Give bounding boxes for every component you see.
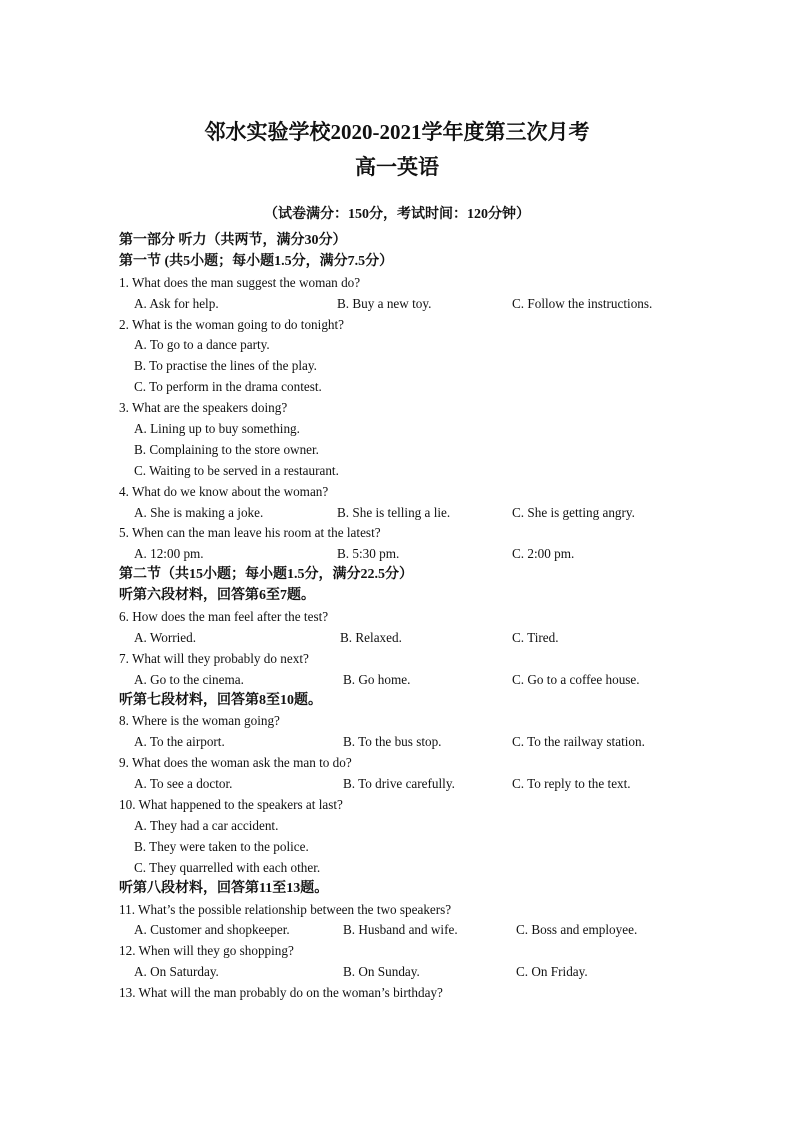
- question-1-options: [119, 294, 739, 315]
- material-7-heading: 听第七段材料，回答第8至10题。: [119, 692, 322, 708]
- question-6-options: [119, 628, 739, 649]
- exam-title: 邻水实验学校2020-2021学年度第三次月考: [204, 120, 590, 144]
- question-13-stem: 13. What will the man probably do on the woman’s birthday?: [119, 985, 443, 1001]
- question-12-options: [119, 962, 739, 983]
- option-c: C. 2:00 pm.: [512, 546, 575, 562]
- option-a: A. Go to the cinema.: [134, 671, 244, 687]
- option-c: C. Waiting to be served in a restaurant.: [134, 462, 339, 478]
- option-c: C. Boss and employee.: [516, 922, 638, 938]
- option-b: B. Relaxed.: [340, 629, 402, 645]
- question-4-options: [119, 503, 739, 524]
- section2-title: 第二节（共15小题；每小题1.5分，满分22.5分）: [119, 567, 413, 583]
- question-7-stem: 7. What will they probably do next?: [119, 650, 309, 666]
- option-a: A. Ask for help.: [134, 295, 219, 311]
- question-11-stem: 11. What’s the possible relationship between the two speakers?: [119, 901, 452, 917]
- option-a: A. On Saturday.: [134, 964, 219, 980]
- option-b: B. Husband and wife.: [343, 922, 458, 938]
- option-b: B. On Sunday.: [343, 964, 420, 980]
- option-c: C. Follow the instructions.: [512, 295, 653, 311]
- question-8-stem: 8. Where is the woman going?: [119, 713, 280, 729]
- question-9-options: [119, 774, 739, 795]
- option-a: A. Worried.: [134, 629, 197, 645]
- part1-title: 第一部分 听力（共两节，满分30分）: [119, 233, 347, 248]
- option-a: A. She is making a joke.: [134, 504, 264, 520]
- option-c: C. Go to a coffee house.: [512, 671, 640, 687]
- question-12-stem: 12. When will they go shopping?: [119, 943, 294, 959]
- option-c: C. To the railway station.: [512, 734, 645, 750]
- exam-subject: 高一英语: [355, 155, 439, 179]
- question-5-stem: 5. When can the man leave his room at the latest?: [119, 525, 381, 541]
- option-b: B. Buy a new toy.: [337, 295, 432, 311]
- option-a: A. Lining up to buy something.: [134, 421, 300, 437]
- exam-content: [119, 231, 739, 1004]
- option-b: B. 5:30 pm.: [337, 546, 400, 562]
- option-c: C. To reply to the text.: [512, 776, 631, 792]
- material-6-heading: 听第六段材料，回答第6至7题。: [119, 588, 315, 604]
- option-a: A. To go to a dance party.: [134, 337, 270, 353]
- question-6-stem: 6. How does the man feel after the test?: [119, 609, 329, 625]
- question-1-stem: 1. What does the man suggest the woman do?: [119, 274, 361, 290]
- option-c: C. To perform in the drama contest.: [134, 379, 322, 395]
- option-c: C. They quarrelled with each other.: [134, 859, 321, 875]
- option-a: A. They had a car accident.: [134, 817, 279, 833]
- question-7-options: [119, 670, 739, 691]
- exam-note: （试卷满分：150分，考试时间：120分钟）: [264, 207, 530, 222]
- option-b: B. Go home.: [343, 671, 411, 687]
- question-11-options: [119, 920, 739, 941]
- material-8-heading: 听第八段材料，回答第11至13题。: [119, 880, 329, 896]
- question-5-options: [119, 544, 739, 565]
- option-c: C. She is getting angry.: [512, 504, 635, 520]
- option-b: B. Complaining to the store owner.: [134, 441, 319, 457]
- option-c: C. Tired.: [512, 629, 559, 645]
- option-c: C. On Friday.: [516, 964, 588, 980]
- question-9-stem: 9. What does the woman ask the man to do?: [119, 755, 352, 771]
- option-b: B. To the bus stop.: [343, 734, 442, 750]
- option-a: A. 12:00 pm.: [134, 546, 204, 562]
- option-b: B. She is telling a lie.: [337, 504, 451, 520]
- question-3-stem: 3. What are the speakers doing?: [119, 400, 288, 416]
- question-2-stem: 2. What is the woman going to do tonight?: [119, 316, 345, 332]
- option-a: A. Customer and shopkeeper.: [134, 922, 290, 938]
- question-4-stem: 4. What do we know about the woman?: [119, 483, 329, 499]
- option-a: A. To the airport.: [134, 734, 225, 750]
- option-a: A. To see a doctor.: [134, 776, 233, 792]
- question-10-stem: 10. What happened to the speakers at last?: [119, 797, 343, 813]
- option-b: B. They were taken to the police.: [134, 838, 309, 854]
- option-b: B. To drive carefully.: [343, 776, 455, 792]
- section1-title: 第一节 (共5小题；每小题1.5分，满分7.5分）: [119, 253, 394, 269]
- question-8-options: [119, 732, 739, 753]
- option-b: B. To practise the lines of the play.: [134, 358, 317, 374]
